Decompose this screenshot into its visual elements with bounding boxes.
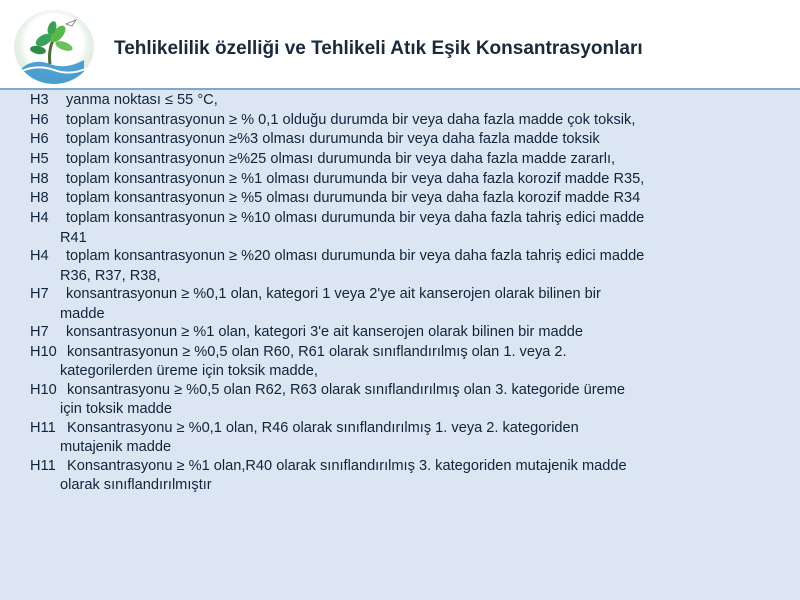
list-item: [30, 323, 780, 341]
list-item: [30, 111, 780, 129]
hazard-description-continued: olarak sınıflandırılmıştır: [60, 477, 212, 494]
list-item: [30, 247, 780, 285]
hazard-description: toplam konsantrasyonun ≥ % 0,1 olduğu durumda bir veya daha fazla madde çok toksik,: [66, 111, 636, 128]
hazard-code: H11: [30, 419, 56, 436]
list-item: [30, 285, 780, 323]
hazard-description: konsantrasyonun ≥ %0,5 olan R60, R61 olarak sınıflandırılmış olan 1. veya 2.: [67, 343, 567, 360]
hazard-description-continued: kategorilerden üreme için toksik madde,: [60, 363, 318, 380]
hazard-description: toplam konsantrasyonun ≥ %1 olması durumunda bir veya daha fazla korozif madde R35,: [66, 170, 645, 187]
hazard-code: H6: [30, 111, 49, 128]
hazard-description: Konsantrasyonu ≥ %0,1 olan, R46 olarak sınıflandırılmış 1. veya 2. kategoriden: [67, 419, 579, 436]
hazard-code: H7: [30, 324, 49, 341]
hazard-description: konsantrasyonun ≥ %1 olan, kategori 3'e ait kanserojen olarak bilinen bir madde: [66, 324, 584, 341]
hazard-code: H4: [30, 210, 49, 227]
hazard-description-continued: R36, R37, R38,: [60, 267, 161, 284]
list-item: [30, 209, 780, 247]
hazard-code: H10: [30, 343, 57, 360]
hazard-description: toplam konsantrasyonun ≥%3 olması durumunda bir veya daha fazla madde toksik: [66, 131, 600, 148]
header-divider: [0, 88, 800, 90]
hazard-description: toplam konsantrasyonun ≥ %20 olması durumunda bir veya daha fazla tahriş edici madde: [66, 248, 645, 265]
hazard-description: konsantrasyonun ≥ %0,1 olan, kategori 1 veya 2'ye ait kanserojen olarak bilinen bir: [66, 286, 601, 303]
slide-header: [0, 0, 800, 88]
hazard-description: toplam konsantrasyonun ≥%25 olması durumunda bir veya daha fazla madde zararlı,: [66, 151, 616, 168]
hazard-code: H11: [30, 457, 56, 474]
hazard-code: H7: [30, 286, 49, 303]
list-item: [30, 170, 780, 188]
hazard-description-continued: madde: [60, 305, 105, 322]
list-item: [30, 381, 780, 419]
hazard-code: H3: [30, 92, 49, 108]
list-item: [30, 150, 780, 168]
list-item: [30, 91, 780, 109]
hazard-description: Konsantrasyonu ≥ %1 olan,R40 olarak sınıflandırılmış 3. kategoriden mutajenik madde: [67, 457, 627, 474]
hazard-description: toplam konsantrasyonun ≥ %10 olması durumunda bir veya daha fazla tahriş edici madde: [66, 210, 645, 227]
hazard-code: H5: [30, 151, 49, 168]
hazard-code: H10: [30, 381, 57, 398]
slide-title: Tehlikelilik özelliği ve Tehlikeli Atık Eşik Konsantrasyonları: [114, 38, 643, 59]
hazard-code: H8: [30, 170, 49, 187]
hazard-description-continued: için toksik madde: [60, 401, 172, 418]
list-item: [30, 457, 780, 495]
list-item: [30, 130, 780, 148]
list-item: [30, 419, 780, 457]
list-item: [30, 343, 780, 381]
list-item: [30, 189, 780, 207]
hazard-code: H8: [30, 190, 49, 207]
hazard-description: toplam konsantrasyonun ≥ %5 olması durumunda bir veya daha fazla korozif madde R34: [66, 190, 641, 207]
hazard-description: yanma noktası ≤ 55 °C,: [66, 92, 218, 108]
hazard-code: H4: [30, 248, 49, 265]
hazard-list: [30, 91, 780, 495]
hazard-description-continued: mutajenik madde: [60, 439, 172, 456]
tree-leaf-logo-icon: [14, 10, 94, 84]
hazard-description: konsantrasyonu ≥ %0,5 olan R62, R63 olarak sınıflandırılmış olan 3. kategoride üreme: [67, 381, 626, 398]
hazard-code: H6: [30, 131, 49, 148]
hazard-description-continued: R41: [60, 229, 87, 246]
